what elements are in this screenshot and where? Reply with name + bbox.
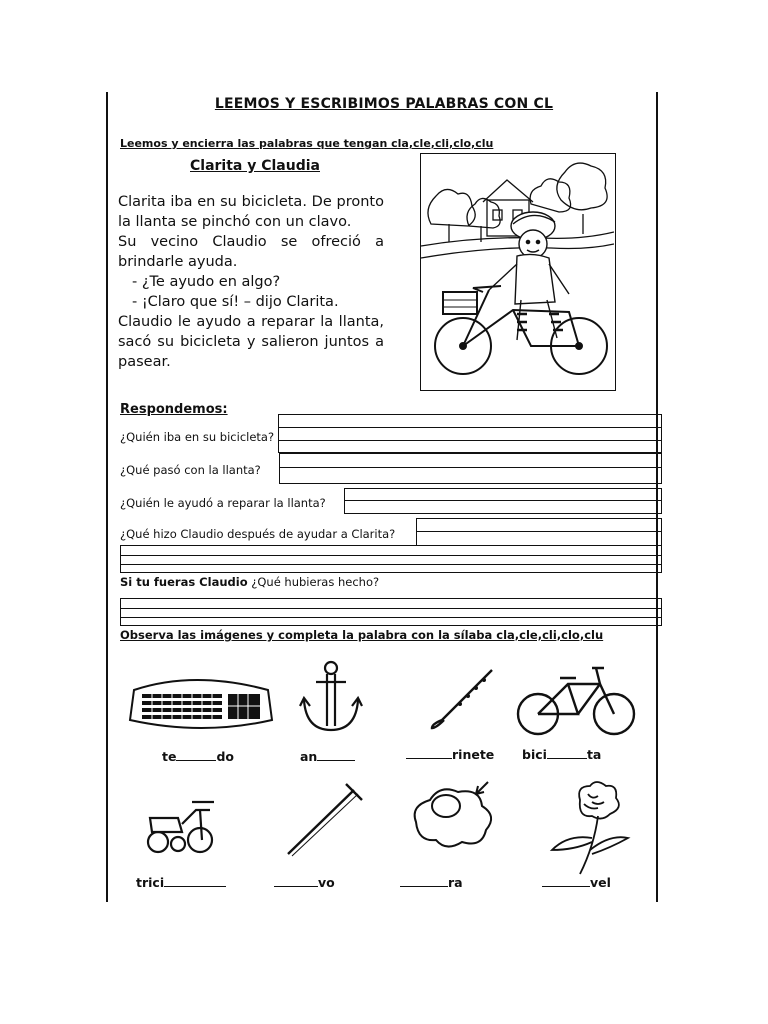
word-teclado xyxy=(162,748,234,764)
question-3: ¿Quién le ayudó a reparar la llanta? xyxy=(120,496,326,510)
question-5-bold: Si tu fueras Claudio xyxy=(120,575,248,589)
word-bicicleta xyxy=(522,746,601,762)
story-paragraph: Claudio le ayudo a reparar la llanta, sacó su bicicleta y salieron juntos a pasear. xyxy=(118,314,384,370)
fill-blank[interactable] xyxy=(176,748,216,761)
reading-instruction: Leemos y encierra las palabras que tengan cla,cle,cli,clo,clu xyxy=(120,137,494,150)
egg-white-icon xyxy=(410,780,498,856)
keyboard-icon xyxy=(128,676,274,734)
answer-box-4a[interactable] xyxy=(416,518,662,546)
question-1: ¿Quién iba en su bicicleta? xyxy=(120,430,275,444)
word-pre: te xyxy=(162,749,177,764)
word-post: vo xyxy=(318,875,335,890)
anchor-icon xyxy=(298,660,364,736)
word-ancla xyxy=(300,748,355,764)
answer-box-2[interactable] xyxy=(279,453,662,484)
fill-blank[interactable] xyxy=(164,874,226,887)
story-dialog: - ¡Claro que sí! – dijo Clarita. xyxy=(132,294,339,310)
story-text xyxy=(118,192,384,372)
fill-blank[interactable] xyxy=(317,748,355,761)
respond-section-title: Respondemos: xyxy=(120,402,228,417)
question-2: ¿Qué pasó con la llanta? xyxy=(120,463,261,477)
fill-blank[interactable] xyxy=(542,874,590,887)
story-paragraph: Clarita iba en su bicicleta. De pronto la llanta se pinchó con un clavo. xyxy=(118,194,384,230)
answer-box-5[interactable] xyxy=(120,598,662,626)
word-clavo xyxy=(274,874,335,890)
tricycle-icon xyxy=(140,798,220,860)
girl-bicycle-illustration xyxy=(421,154,614,389)
question-5-rest: ¿Qué hubieras hecho? xyxy=(247,575,380,589)
word-clarinete xyxy=(406,746,494,762)
observe-section-title: Observa las imágenes y completa la palabra con la sílaba cla,cle,cli,clo,clu xyxy=(120,628,604,642)
nail-icon xyxy=(280,778,370,858)
bicycle-icon xyxy=(514,660,638,740)
fill-blank[interactable] xyxy=(274,874,318,887)
word-clavel xyxy=(542,874,611,890)
word-pre: bici xyxy=(522,747,547,762)
question-4: ¿Qué hizo Claudio después de ayudar a Clarita? xyxy=(120,527,396,541)
answer-box-4b[interactable] xyxy=(120,545,662,573)
answer-box-1[interactable] xyxy=(278,414,662,453)
word-pre: an xyxy=(300,749,318,764)
question-5 xyxy=(120,575,379,589)
story-dialog: - ¿Te ayudo en algo? xyxy=(132,274,281,290)
word-post: ra xyxy=(448,875,463,890)
word-clara xyxy=(400,874,463,890)
clarinet-icon xyxy=(428,666,498,732)
word-post: rinete xyxy=(452,747,495,762)
fill-blank[interactable] xyxy=(400,874,448,887)
fill-blank[interactable] xyxy=(406,746,452,759)
story-illustration xyxy=(420,153,616,391)
answer-box-3[interactable] xyxy=(344,488,662,514)
page-border-left xyxy=(106,92,108,902)
word-post: vel xyxy=(590,875,611,890)
word-triciclo xyxy=(136,874,226,890)
word-post: ta xyxy=(586,747,602,762)
carnation-icon xyxy=(540,780,640,876)
worksheet-title: LEEMOS Y ESCRIBIMOS PALABRAS CON CL xyxy=(214,96,554,112)
word-pre: trici xyxy=(136,875,165,890)
story-paragraph: Su vecino Claudio se ofreció a brindarle ayuda. xyxy=(118,234,384,270)
story-title: Clarita y Claudia xyxy=(190,158,320,174)
fill-blank[interactable] xyxy=(547,746,587,759)
word-post: do xyxy=(216,749,234,764)
